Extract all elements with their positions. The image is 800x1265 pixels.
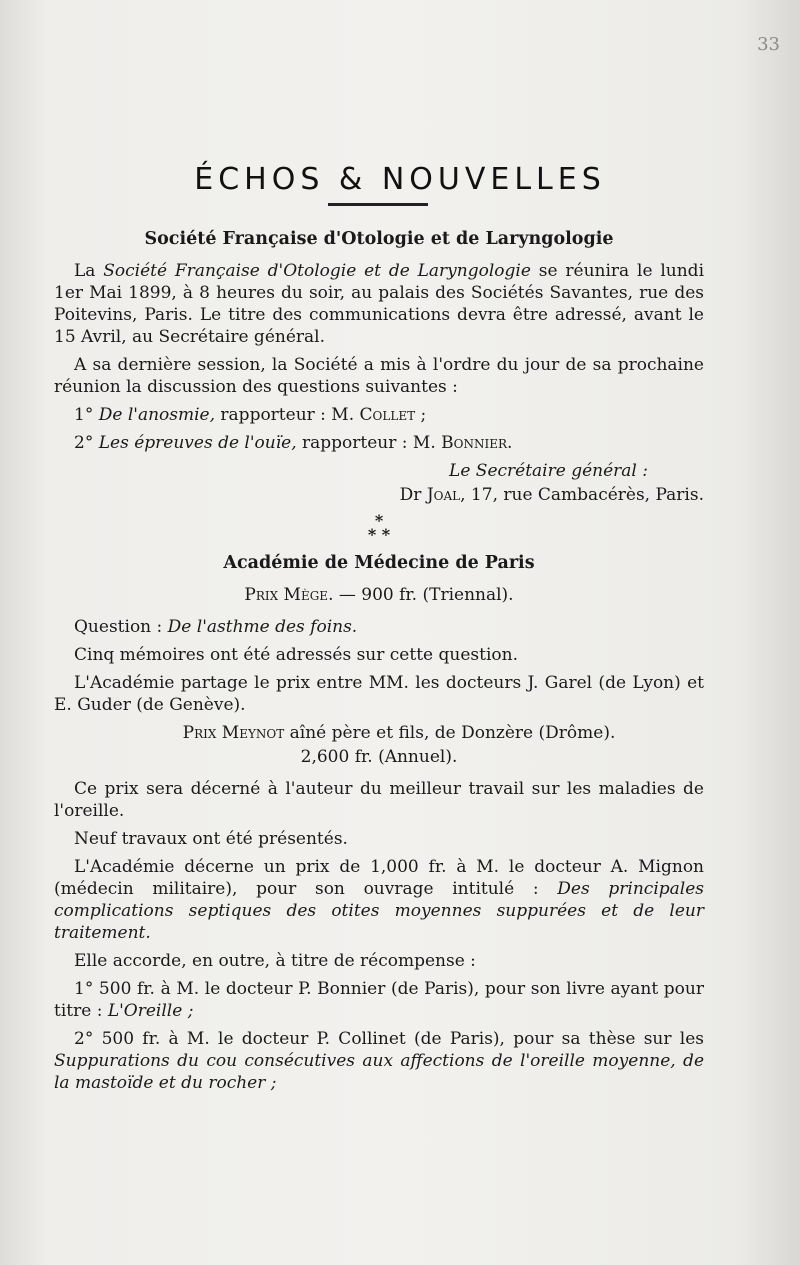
paragraph-partage: L'Académie partage le prix entre MM. les docteurs J. Garel (de Lyon) et E. Guder (de Genève). xyxy=(54,673,704,715)
paragraph-neuf: Neuf travaux ont été présentés. xyxy=(74,829,348,849)
item-number: 2° xyxy=(74,433,99,453)
prize-detail: — 900 fr. (Triennal). xyxy=(333,585,514,605)
asterism-divider xyxy=(54,511,704,544)
prize-detail: aîné père et fils, de Donzère (Drôme). xyxy=(284,723,616,743)
paragraph-prix xyxy=(54,856,704,944)
signature-address: , 17, rue Cambacérès, Paris. xyxy=(460,485,704,505)
work-title: Suppurations du cou consécutives aux affections de l'oreille moyenne, de la mastoïde et du rocher ; xyxy=(54,1051,704,1093)
paragraph-decerne: Ce prix sera décerné à l'auteur du meilleur travail sur les maladies de l'oreille. xyxy=(54,779,704,821)
paragraph-reunion xyxy=(54,260,704,348)
section-heading-societe: Société Française d'Otologie et de Laryngologie xyxy=(144,229,614,249)
prize-name: Prix Meynot xyxy=(182,723,285,743)
item-text: 1° 500 fr. à M. le docteur P. Bonnier (de Paris), pour son livre ayant pour titre : xyxy=(54,979,704,1021)
item-text: rapporteur : M. xyxy=(296,433,442,453)
question-item-1 xyxy=(54,404,704,426)
page-title: ÉCHOS & NOUVELLES xyxy=(194,162,606,198)
signature-title: Le Secrétaire général : xyxy=(449,461,648,481)
prize-mege xyxy=(54,584,704,606)
paragraph-memoires: Cinq mémoires ont été adressés sur cette question. xyxy=(74,645,518,665)
society-name: Société Française d'Otologie et de Laryngologie xyxy=(103,261,531,281)
signature-prefix: Dr xyxy=(399,485,427,505)
asterism-top: * xyxy=(374,511,384,530)
prize-amount: 2,600 fr. (Annuel). xyxy=(300,747,458,767)
work-title: L'Oreille ; xyxy=(107,1001,194,1021)
reward-item-1 xyxy=(54,978,704,1022)
paragraph-accorde: Elle accorde, en outre, à titre de récompense : xyxy=(74,951,476,971)
item-text: 2° 500 fr. à M. le docteur P. Collinet (de Paris), pour sa thèse sur les xyxy=(74,1029,704,1049)
question-topic: De l'asthme des foins. xyxy=(167,617,358,637)
signature xyxy=(54,484,704,506)
item-text: ; xyxy=(415,405,427,425)
reward-item-2 xyxy=(54,1028,704,1094)
paragraph-text: L'Académie décerne un prix de 1,000 fr. à M. le docteur A. Mignon (médecin militaire), pour son ouvrage intitulé : xyxy=(54,857,704,899)
item-text: rapporteur : M. xyxy=(215,405,360,425)
rapporteur-name: Collet xyxy=(359,405,416,425)
paragraph-question xyxy=(54,616,704,638)
signature-name: Joal xyxy=(426,485,461,505)
question-label: Question : xyxy=(74,617,168,637)
rapporteur-name: Bonnier xyxy=(441,433,508,453)
title-rule xyxy=(328,203,428,206)
question-topic: De l'anosmie, xyxy=(98,405,216,425)
asterism-bottom: * * xyxy=(367,525,391,544)
question-topic: Les épreuves de l'ouïe, xyxy=(98,433,297,453)
work-title: Des principales complications septiques des otites moyennes suppurées et de leur traitement. xyxy=(54,879,704,943)
section-heading-academie: Académie de Médecine de Paris xyxy=(223,553,535,573)
item-text: . xyxy=(507,433,513,453)
question-item-2 xyxy=(54,432,704,454)
page-number: 33 xyxy=(757,34,780,55)
article-body xyxy=(54,228,704,1100)
prize-meynot xyxy=(54,722,704,744)
item-number: 1° xyxy=(74,405,99,425)
prize-name: Prix Mège. xyxy=(244,585,334,605)
paragraph-text: La xyxy=(74,261,104,281)
paragraph-text: se réunira le lundi 1er Mai 1899, à 8 heures du soir, au palais des Sociétés Savantes, rue des Poitevins, Paris. Le titre des communications devra être adressé, avant le 15 Avril, au Secrétaire général. xyxy=(54,261,705,347)
paragraph-session: A sa dernière session, la Société a mis à l'ordre du jour de sa prochaine réunion la discussion des questions suivantes : xyxy=(54,355,704,397)
